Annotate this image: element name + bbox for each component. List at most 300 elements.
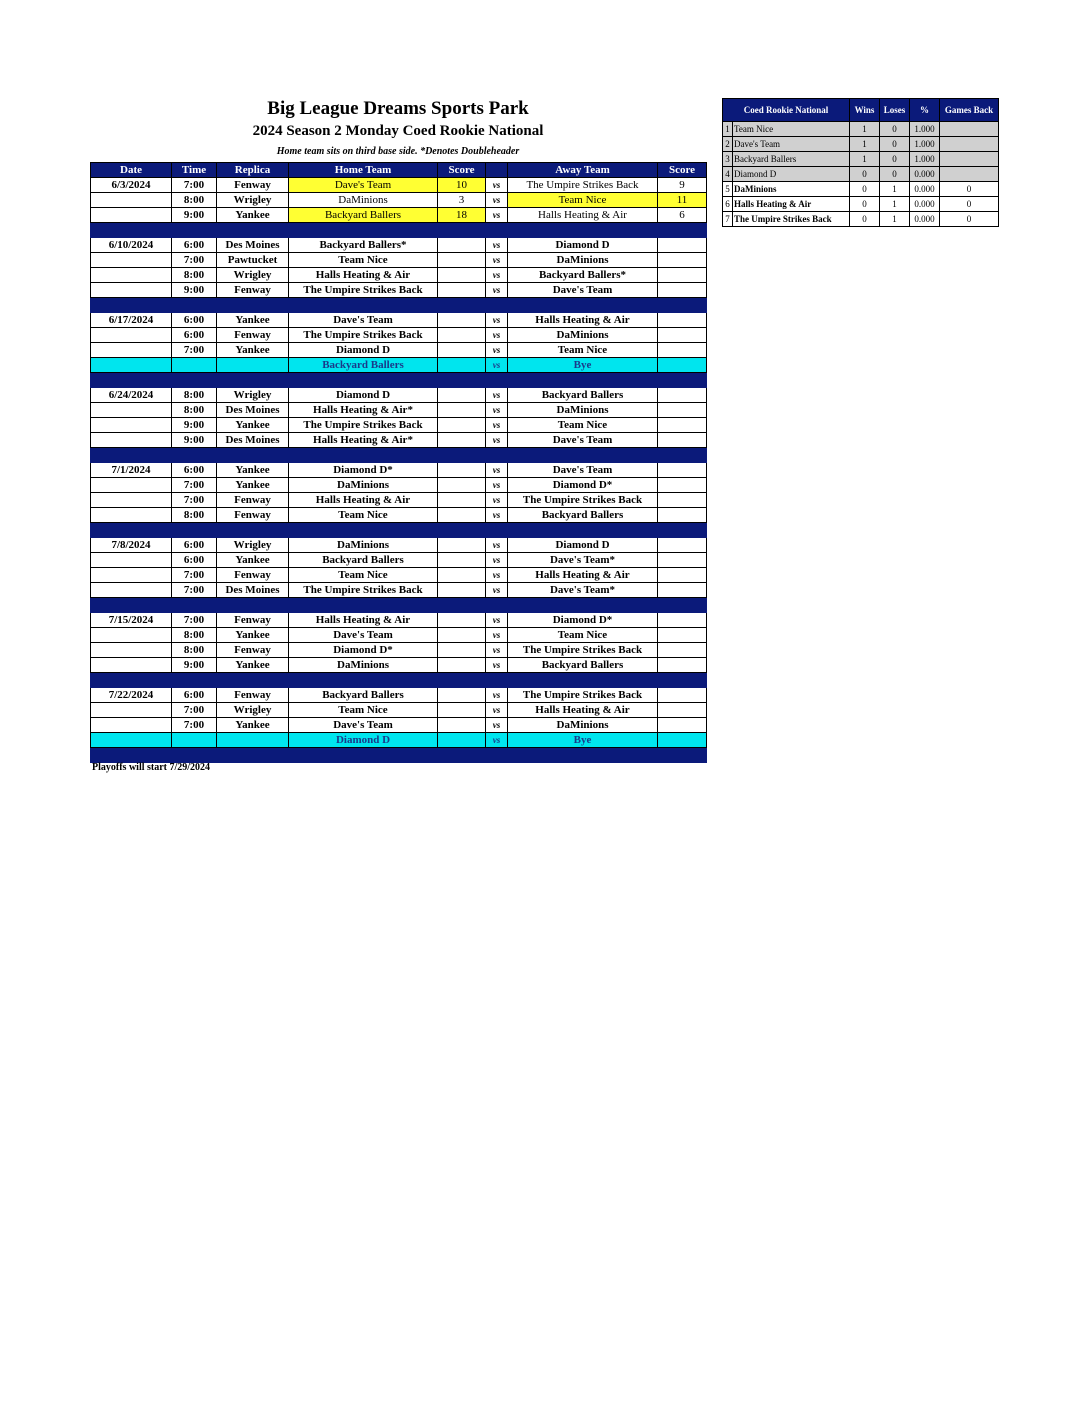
separator-cell [658, 523, 707, 538]
replica-cell: Des Moines [217, 238, 289, 253]
replica-cell: Yankee [217, 208, 289, 223]
home-team-cell: Backyard Ballers [289, 688, 438, 703]
standings-row [723, 122, 999, 137]
separator-cell [508, 748, 658, 763]
replica-cell: Wrigley [217, 388, 289, 403]
separator-cell [508, 598, 658, 613]
wins-cell: 1 [850, 137, 880, 152]
time-cell: 8:00 [172, 388, 217, 403]
game-row [91, 328, 707, 343]
time-cell: 7:00 [172, 703, 217, 718]
separator-cell [289, 748, 438, 763]
week-separator-row [91, 523, 707, 538]
away-score-cell [658, 253, 707, 268]
home-score-cell [438, 403, 486, 418]
replica-cell: Des Moines [217, 433, 289, 448]
home-team-cell: Halls Heating & Air* [289, 403, 438, 418]
team-cell: Halls Heating & Air [733, 197, 850, 212]
game-row [91, 538, 707, 553]
home-team-cell: Diamond D* [289, 463, 438, 478]
date-cell [91, 643, 172, 658]
replica-cell: Fenway [217, 613, 289, 628]
replica-cell: Yankee [217, 313, 289, 328]
vs-cell: vs [486, 568, 508, 583]
away-team-cell: Backyard Ballers [508, 388, 658, 403]
standings-row [723, 152, 999, 167]
separator-cell [438, 598, 486, 613]
date-cell [91, 553, 172, 568]
replica-cell: Yankee [217, 343, 289, 358]
date-cell: 7/22/2024 [91, 688, 172, 703]
game-row [91, 433, 707, 448]
time-cell: 6:00 [172, 313, 217, 328]
pct-cell: 0.000 [910, 167, 940, 182]
away-score-cell [658, 493, 707, 508]
vs-cell: vs [486, 553, 508, 568]
replica-cell: Pawtucket [217, 253, 289, 268]
pct-cell: 1.000 [910, 137, 940, 152]
separator-cell [289, 298, 438, 313]
home-score-cell [438, 538, 486, 553]
away-team-cell: Dave's Team [508, 283, 658, 298]
standings-row [723, 167, 999, 182]
separator-cell [658, 448, 707, 463]
home-team-cell: DaMinions [289, 478, 438, 493]
home-team-cell: Team Nice [289, 703, 438, 718]
vs-cell: vs [486, 388, 508, 403]
game-row [91, 343, 707, 358]
home-score-cell [438, 628, 486, 643]
separator-cell [438, 373, 486, 388]
separator-cell [91, 523, 172, 538]
loses-cell: 0 [880, 122, 910, 137]
vs-cell: vs [486, 508, 508, 523]
header-away-score: Score [658, 163, 707, 178]
game-row [91, 238, 707, 253]
separator-cell [217, 598, 289, 613]
rank-cell: 7 [723, 212, 733, 227]
game-row [91, 703, 707, 718]
game-row [91, 613, 707, 628]
separator-cell [508, 223, 658, 238]
wins-cell: 1 [850, 152, 880, 167]
time-cell [172, 358, 217, 373]
time-cell: 6:00 [172, 553, 217, 568]
away-team-cell: Dave's Team* [508, 583, 658, 598]
date-cell [91, 733, 172, 748]
separator-cell [172, 673, 217, 688]
home-score-cell: 10 [438, 178, 486, 193]
bye-row [91, 358, 707, 373]
game-row [91, 718, 707, 733]
game-row [91, 568, 707, 583]
separator-cell [508, 373, 658, 388]
week-separator-row [91, 373, 707, 388]
replica-cell: Fenway [217, 178, 289, 193]
team-cell: Diamond D [733, 167, 850, 182]
separator-cell [508, 448, 658, 463]
game-row [91, 508, 707, 523]
away-score-cell [658, 733, 707, 748]
home-team-cell: The Umpire Strikes Back [289, 283, 438, 298]
separator-cell [217, 298, 289, 313]
vs-cell: vs [486, 538, 508, 553]
away-team-cell: Dave's Team [508, 463, 658, 478]
date-cell: 7/15/2024 [91, 613, 172, 628]
separator-cell [91, 748, 172, 763]
standings-row [723, 212, 999, 227]
time-cell: 9:00 [172, 208, 217, 223]
replica-cell [217, 733, 289, 748]
wins-cell: 0 [850, 167, 880, 182]
separator-cell [658, 298, 707, 313]
date-cell: 7/8/2024 [91, 538, 172, 553]
replica-cell: Des Moines [217, 403, 289, 418]
away-score-cell [658, 568, 707, 583]
home-team-cell: Halls Heating & Air [289, 493, 438, 508]
home-team-note: Home team sits on third base side. *Denotes Doubleheader [276, 146, 520, 157]
away-team-cell: Halls Heating & Air [508, 703, 658, 718]
away-score-cell [658, 463, 707, 478]
standings-header-loses: Loses [880, 99, 910, 122]
standings-row [723, 182, 999, 197]
pct-cell: 1.000 [910, 152, 940, 167]
home-score-cell [438, 253, 486, 268]
date-cell: 6/3/2024 [91, 178, 172, 193]
games-back-cell: 0 [940, 197, 999, 212]
separator-cell [289, 448, 438, 463]
games-back-cell [940, 152, 999, 167]
away-score-cell [658, 508, 707, 523]
date-cell [91, 418, 172, 433]
separator-cell [438, 748, 486, 763]
vs-cell: vs [486, 283, 508, 298]
pct-cell: 1.000 [910, 122, 940, 137]
away-score-cell [658, 268, 707, 283]
team-cell: The Umpire Strikes Back [733, 212, 850, 227]
away-score-cell [658, 433, 707, 448]
date-cell: 6/10/2024 [91, 238, 172, 253]
vs-cell: vs [486, 613, 508, 628]
game-row [91, 418, 707, 433]
separator-cell [438, 298, 486, 313]
away-score-cell [658, 628, 707, 643]
home-score-cell [438, 718, 486, 733]
standings-header-division: Coed Rookie National [723, 99, 850, 122]
header-date: Date [91, 163, 172, 178]
rank-cell: 1 [723, 122, 733, 137]
replica-cell: Des Moines [217, 583, 289, 598]
game-row [91, 463, 707, 478]
page-title: Big League Dreams Sports Park [267, 98, 529, 119]
vs-cell: vs [486, 433, 508, 448]
date-cell [91, 628, 172, 643]
home-team-cell: Dave's Team [289, 718, 438, 733]
separator-cell [438, 448, 486, 463]
replica-cell: Wrigley [217, 703, 289, 718]
away-team-cell: Backyard Ballers [508, 658, 658, 673]
separator-cell [289, 673, 438, 688]
home-score-cell [438, 703, 486, 718]
bye-row [91, 733, 707, 748]
vs-cell: vs [486, 268, 508, 283]
rank-cell: 3 [723, 152, 733, 167]
replica-cell: Wrigley [217, 193, 289, 208]
replica-cell: Yankee [217, 628, 289, 643]
away-team-cell: The Umpire Strikes Back [508, 643, 658, 658]
replica-cell: Fenway [217, 283, 289, 298]
rank-cell: 4 [723, 167, 733, 182]
date-cell [91, 253, 172, 268]
away-team-cell: Backyard Ballers* [508, 268, 658, 283]
game-row [91, 388, 707, 403]
separator-cell [172, 598, 217, 613]
loses-cell: 0 [880, 137, 910, 152]
home-score-cell [438, 418, 486, 433]
game-row [91, 553, 707, 568]
separator-cell [289, 373, 438, 388]
home-team-cell: The Umpire Strikes Back [289, 418, 438, 433]
separator-cell [91, 223, 172, 238]
separator-cell [217, 523, 289, 538]
replica-cell: Fenway [217, 328, 289, 343]
separator-cell [438, 673, 486, 688]
vs-cell: vs [486, 253, 508, 268]
separator-cell [508, 673, 658, 688]
game-row [91, 178, 707, 193]
game-row [91, 268, 707, 283]
away-score-cell [658, 478, 707, 493]
home-score-cell [438, 268, 486, 283]
separator-cell [91, 373, 172, 388]
date-cell [91, 208, 172, 223]
time-cell: 6:00 [172, 463, 217, 478]
home-team-cell: Backyard Ballers [289, 553, 438, 568]
replica-cell: Fenway [217, 508, 289, 523]
home-team-cell: Backyard Ballers* [289, 238, 438, 253]
replica-cell: Yankee [217, 463, 289, 478]
date-cell [91, 583, 172, 598]
away-team-cell: Bye [508, 358, 658, 373]
wins-cell: 0 [850, 212, 880, 227]
time-cell: 7:00 [172, 493, 217, 508]
separator-cell [172, 523, 217, 538]
rank-cell: 2 [723, 137, 733, 152]
header-replica: Replica [217, 163, 289, 178]
team-cell: Team Nice [733, 122, 850, 137]
standings-row [723, 197, 999, 212]
schedule-table [90, 162, 707, 763]
home-score-cell [438, 388, 486, 403]
away-score-cell [658, 313, 707, 328]
replica-cell: Yankee [217, 553, 289, 568]
schedule-header-row [91, 163, 707, 178]
home-score-cell [438, 463, 486, 478]
replica-cell: Yankee [217, 418, 289, 433]
time-cell: 7:00 [172, 613, 217, 628]
date-cell [91, 703, 172, 718]
separator-cell [658, 748, 707, 763]
separator-cell [438, 223, 486, 238]
separator-cell [486, 448, 508, 463]
away-team-cell: DaMinions [508, 403, 658, 418]
date-cell [91, 268, 172, 283]
home-score-cell [438, 613, 486, 628]
loses-cell: 1 [880, 212, 910, 227]
vs-cell: vs [486, 343, 508, 358]
vs-cell: vs [486, 313, 508, 328]
away-team-cell: Backyard Ballers [508, 508, 658, 523]
home-score-cell [438, 688, 486, 703]
header-time: Time [172, 163, 217, 178]
loses-cell: 1 [880, 182, 910, 197]
away-score-cell [658, 358, 707, 373]
home-team-cell: Team Nice [289, 568, 438, 583]
vs-cell: vs [486, 643, 508, 658]
home-team-cell: Halls Heating & Air [289, 613, 438, 628]
header-away-team: Away Team [508, 163, 658, 178]
separator-cell [658, 373, 707, 388]
replica-cell: Wrigley [217, 538, 289, 553]
team-cell: Dave's Team [733, 137, 850, 152]
separator-cell [289, 223, 438, 238]
date-cell [91, 283, 172, 298]
away-team-cell: Dave's Team [508, 433, 658, 448]
home-score-cell [438, 733, 486, 748]
games-back-cell [940, 122, 999, 137]
away-score-cell [658, 613, 707, 628]
separator-cell [658, 673, 707, 688]
pct-cell: 0.000 [910, 182, 940, 197]
time-cell: 8:00 [172, 508, 217, 523]
time-cell: 7:00 [172, 253, 217, 268]
separator-cell [217, 448, 289, 463]
loses-cell: 1 [880, 197, 910, 212]
vs-cell: vs [486, 493, 508, 508]
week-separator-row [91, 598, 707, 613]
away-score-cell [658, 538, 707, 553]
away-team-cell: Halls Heating & Air [508, 208, 658, 223]
game-row [91, 403, 707, 418]
time-cell: 9:00 [172, 658, 217, 673]
time-cell: 6:00 [172, 688, 217, 703]
separator-cell [172, 748, 217, 763]
date-cell [91, 568, 172, 583]
vs-cell: vs [486, 178, 508, 193]
separator-cell [217, 223, 289, 238]
time-cell [172, 733, 217, 748]
separator-cell [486, 373, 508, 388]
time-cell: 7:00 [172, 178, 217, 193]
pct-cell: 0.000 [910, 197, 940, 212]
week-separator-row [91, 298, 707, 313]
date-cell [91, 658, 172, 673]
away-score-cell [658, 688, 707, 703]
standings-header-pct: % [910, 99, 940, 122]
wins-cell: 0 [850, 197, 880, 212]
date-cell: 6/24/2024 [91, 388, 172, 403]
away-score-cell [658, 388, 707, 403]
separator-cell [91, 673, 172, 688]
away-team-cell: Team Nice [508, 418, 658, 433]
home-score-cell [438, 508, 486, 523]
date-cell: 6/17/2024 [91, 313, 172, 328]
away-score-cell [658, 703, 707, 718]
home-team-cell: Team Nice [289, 253, 438, 268]
time-cell: 8:00 [172, 403, 217, 418]
team-cell: DaMinions [733, 182, 850, 197]
away-team-cell: The Umpire Strikes Back [508, 493, 658, 508]
playoffs-note: Playoffs will start 7/29/2024 [92, 762, 211, 773]
pct-cell: 0.000 [910, 212, 940, 227]
home-team-cell: Backyard Ballers [289, 358, 438, 373]
away-team-cell: Dave's Team* [508, 553, 658, 568]
home-score-cell [438, 283, 486, 298]
away-team-cell: Halls Heating & Air [508, 568, 658, 583]
home-team-cell: The Umpire Strikes Back [289, 328, 438, 343]
away-team-cell: The Umpire Strikes Back [508, 178, 658, 193]
week-separator-row [91, 748, 707, 763]
date-cell [91, 403, 172, 418]
home-team-cell: Diamond D [289, 733, 438, 748]
week-separator-row [91, 673, 707, 688]
standings-table [722, 98, 999, 227]
vs-cell: vs [486, 688, 508, 703]
games-back-cell [940, 137, 999, 152]
away-score-cell [658, 658, 707, 673]
date-cell [91, 328, 172, 343]
away-score-cell [658, 643, 707, 658]
home-team-cell: Diamond D [289, 343, 438, 358]
date-cell [91, 478, 172, 493]
home-score-cell [438, 328, 486, 343]
home-team-cell: Team Nice [289, 508, 438, 523]
away-team-cell: Team Nice [508, 628, 658, 643]
away-team-cell: Diamond D [508, 238, 658, 253]
separator-cell [91, 448, 172, 463]
date-cell [91, 508, 172, 523]
away-team-cell: Team Nice [508, 343, 658, 358]
away-score-cell [658, 328, 707, 343]
game-row [91, 628, 707, 643]
away-score-cell [658, 343, 707, 358]
separator-cell [172, 373, 217, 388]
game-row [91, 283, 707, 298]
away-score-cell [658, 553, 707, 568]
away-team-cell: DaMinions [508, 328, 658, 343]
separator-cell [289, 523, 438, 538]
away-team-cell: Diamond D [508, 538, 658, 553]
away-team-cell: DaMinions [508, 253, 658, 268]
vs-cell: vs [486, 328, 508, 343]
header-vs [486, 163, 508, 178]
separator-cell [172, 223, 217, 238]
time-cell: 7:00 [172, 478, 217, 493]
standings-header-wins: Wins [850, 99, 880, 122]
game-row [91, 583, 707, 598]
vs-cell: vs [486, 583, 508, 598]
away-score-cell [658, 583, 707, 598]
header-home-team: Home Team [289, 163, 438, 178]
game-row [91, 193, 707, 208]
time-cell: 8:00 [172, 628, 217, 643]
game-row [91, 208, 707, 223]
away-score-cell [658, 238, 707, 253]
separator-cell [486, 298, 508, 313]
separator-cell [508, 523, 658, 538]
replica-cell: Yankee [217, 718, 289, 733]
vs-cell: vs [486, 718, 508, 733]
